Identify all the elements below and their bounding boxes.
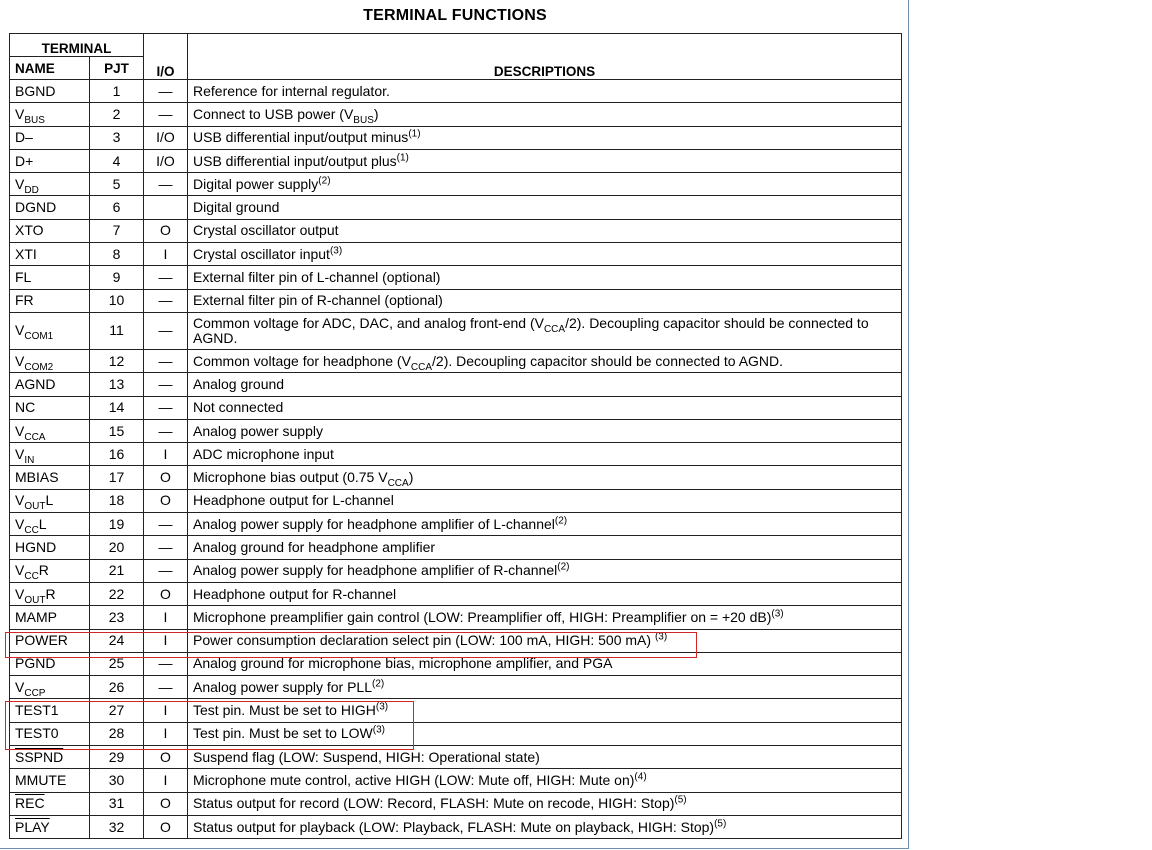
terminal-name bbox=[10, 373, 90, 396]
description bbox=[188, 219, 902, 242]
terminal-name bbox=[10, 349, 90, 372]
text-segment: XTI bbox=[15, 245, 37, 262]
footnote-ref: (3) bbox=[329, 245, 343, 257]
table-row bbox=[10, 769, 902, 792]
pin-number: 7 bbox=[90, 219, 144, 242]
description bbox=[188, 373, 902, 396]
pin-number: 25 bbox=[90, 652, 144, 675]
text-segment: Analog ground for headphone amplifier bbox=[193, 538, 436, 555]
text-segment: FL bbox=[15, 269, 32, 286]
active-low-name: $\overline{REC}$ bbox=[15, 795, 45, 812]
io-type: O bbox=[144, 746, 188, 769]
pin-number: 11 bbox=[90, 312, 144, 349]
pin-number: 17 bbox=[90, 466, 144, 489]
pin-number: 23 bbox=[90, 606, 144, 629]
io-type: I bbox=[144, 606, 188, 629]
table-row bbox=[10, 792, 902, 815]
io-type: I/O bbox=[144, 126, 188, 149]
pin-number: 24 bbox=[90, 629, 144, 652]
terminal-name bbox=[10, 289, 90, 312]
footnote-ref: (5) bbox=[674, 794, 687, 806]
text-segment: V bbox=[15, 322, 25, 339]
description bbox=[188, 396, 902, 419]
table-row bbox=[10, 149, 902, 172]
description bbox=[188, 815, 902, 838]
terminal-name bbox=[10, 676, 90, 699]
description bbox=[188, 582, 902, 605]
pin-number: 22 bbox=[90, 582, 144, 605]
description bbox=[188, 243, 902, 266]
table-row bbox=[10, 219, 902, 242]
terminal-name bbox=[10, 699, 90, 722]
table-row bbox=[10, 80, 902, 103]
text-segment: Digital power supply bbox=[193, 175, 319, 192]
text-segment: Microphone bias output (0.75 V bbox=[193, 469, 388, 486]
text-segment: Reference for internal regulator. bbox=[193, 82, 390, 99]
subscript: CCA bbox=[410, 361, 433, 373]
header-terminal: TERMINAL bbox=[10, 34, 144, 57]
table-row bbox=[10, 652, 902, 675]
table-row bbox=[10, 373, 902, 396]
description bbox=[188, 559, 902, 582]
terminal-name bbox=[10, 652, 90, 675]
table-row bbox=[10, 396, 902, 419]
text-segment: Digital ground bbox=[193, 199, 280, 216]
text-segment: ) bbox=[408, 469, 414, 486]
pin-number: 20 bbox=[90, 536, 144, 559]
io-type: — bbox=[144, 312, 188, 349]
description bbox=[188, 606, 902, 629]
subscript: COM1 bbox=[24, 331, 54, 343]
terminal-name bbox=[10, 126, 90, 149]
io-type: I/O bbox=[144, 149, 188, 172]
active-low-name: SSPND bbox=[15, 748, 64, 765]
description bbox=[188, 80, 902, 103]
io-type: I bbox=[144, 629, 188, 652]
table-row bbox=[10, 722, 902, 745]
terminal-name bbox=[10, 103, 90, 126]
pin-number: 30 bbox=[90, 769, 144, 792]
table-row bbox=[10, 815, 902, 838]
terminal-name bbox=[10, 312, 90, 349]
pin-number: 12 bbox=[90, 349, 144, 372]
table-row bbox=[10, 676, 902, 699]
text-segment: External filter pin of R-channel (optional) bbox=[193, 292, 443, 309]
io-type: O bbox=[144, 466, 188, 489]
io-type: — bbox=[144, 676, 188, 699]
table-row bbox=[10, 559, 902, 582]
footnote-ref: (3) bbox=[771, 608, 784, 620]
terminal-name bbox=[10, 559, 90, 582]
io-type: — bbox=[144, 373, 188, 396]
description bbox=[188, 419, 902, 442]
terminal-name bbox=[10, 243, 90, 266]
subscript: OUT bbox=[24, 594, 46, 606]
description bbox=[188, 173, 902, 196]
terminal-name bbox=[10, 769, 90, 792]
text-segment: V bbox=[15, 678, 25, 695]
pin-number: 21 bbox=[90, 559, 144, 582]
terminal-name bbox=[10, 746, 90, 769]
footnote-ref: (1) bbox=[396, 151, 409, 163]
io-type: — bbox=[144, 349, 188, 372]
text-segment: TEST0 bbox=[15, 725, 59, 742]
text-segment: Common voltage for headphone (V bbox=[193, 352, 411, 369]
table-row bbox=[10, 746, 902, 769]
text-segment: Status output for record (LOW: Record, FLASH: Mute on recode, HIGH: Stop) bbox=[193, 795, 675, 812]
text-segment: POWER bbox=[15, 632, 68, 649]
footnote-ref: (2) bbox=[554, 515, 568, 527]
pin-number: 5 bbox=[90, 173, 144, 196]
subscript: DD bbox=[24, 184, 39, 196]
text-segment: V bbox=[15, 445, 25, 462]
terminal-name bbox=[10, 196, 90, 219]
text-segment: Analog power supply for PLL bbox=[193, 678, 372, 695]
table-row bbox=[10, 419, 902, 442]
description bbox=[188, 149, 902, 172]
io-type: I bbox=[144, 699, 188, 722]
description bbox=[188, 266, 902, 289]
terminal-name bbox=[10, 536, 90, 559]
text-segment: /2). Decoupling capacitor should be connected to AGND. bbox=[193, 314, 869, 346]
pin-number: 31 bbox=[90, 792, 144, 815]
terminal-name bbox=[10, 582, 90, 605]
table-row bbox=[10, 266, 902, 289]
terminal-name bbox=[10, 149, 90, 172]
table-row bbox=[10, 466, 902, 489]
text-segment: V bbox=[15, 515, 25, 532]
table-row bbox=[10, 126, 902, 149]
text-segment: PGND bbox=[15, 655, 56, 672]
table-row bbox=[10, 312, 902, 349]
footnote-ref: (3) bbox=[375, 701, 389, 713]
text-segment: Headphone output for R-channel bbox=[193, 585, 397, 602]
subscript: IN bbox=[24, 454, 35, 466]
table-body bbox=[10, 80, 902, 839]
io-type: — bbox=[144, 266, 188, 289]
text-segment: Common voltage for ADC, DAC, and analog front-end (V bbox=[193, 314, 544, 331]
io-type: O bbox=[144, 815, 188, 838]
description bbox=[188, 676, 902, 699]
text-segment: Analog power supply for headphone amplifier of L-channel bbox=[193, 515, 555, 532]
pin-number: 2 bbox=[90, 103, 144, 126]
description bbox=[188, 722, 902, 745]
text-segment: ) bbox=[373, 105, 379, 122]
table-row bbox=[10, 582, 902, 605]
terminal-name bbox=[10, 219, 90, 242]
text-segment: USB differential input/output plus bbox=[193, 152, 397, 169]
subscript: CCA bbox=[543, 323, 566, 335]
description bbox=[188, 652, 902, 675]
terminal-name bbox=[10, 722, 90, 745]
text-segment: R bbox=[38, 562, 49, 579]
table-row bbox=[10, 173, 902, 196]
pin-number: 15 bbox=[90, 419, 144, 442]
description bbox=[188, 489, 902, 512]
text-segment: Not connected bbox=[193, 399, 284, 416]
text-segment: Microphone preamplifier gain control (LOW: Preamplifier off, HIGH: Preamplifier on = +20 dB) bbox=[193, 608, 772, 625]
footnote-ref: (2) bbox=[372, 678, 385, 690]
terminal-name bbox=[10, 792, 90, 815]
header-io: I/O bbox=[144, 34, 188, 80]
terminal-name bbox=[10, 80, 90, 103]
terminal-name bbox=[10, 513, 90, 536]
subscript: CC bbox=[24, 524, 39, 536]
text-segment: Headphone output for L-channel bbox=[193, 492, 394, 509]
description bbox=[188, 312, 902, 349]
text-segment: TEST1 bbox=[15, 702, 59, 719]
text-segment: BGND bbox=[15, 82, 56, 99]
table-row bbox=[10, 103, 902, 126]
text-segment: V bbox=[15, 492, 25, 509]
description bbox=[188, 746, 902, 769]
description bbox=[188, 769, 902, 792]
text-segment: MBIAS bbox=[15, 469, 59, 486]
terminal-name bbox=[10, 629, 90, 652]
description bbox=[188, 513, 902, 536]
text-segment: Suspend flag (LOW: Suspend, HIGH: Operational state) bbox=[193, 748, 540, 765]
terminal-name bbox=[10, 173, 90, 196]
text-segment: USB differential input/output minus bbox=[193, 129, 409, 146]
table-row bbox=[10, 489, 902, 512]
text-segment: XTO bbox=[15, 222, 44, 239]
table-row bbox=[10, 243, 902, 266]
footnote-ref: (4) bbox=[634, 771, 647, 783]
footnote-ref: (3) bbox=[372, 724, 385, 736]
io-type: O bbox=[144, 582, 188, 605]
text-segment: Power consumption declaration select pin (LOW: 100 mA, HIGH: 500 mA) bbox=[193, 632, 655, 649]
terminal-name bbox=[10, 466, 90, 489]
pin-number: 26 bbox=[90, 676, 144, 699]
footnote-ref: (5) bbox=[714, 817, 727, 829]
pin-number: 14 bbox=[90, 396, 144, 419]
pin-number: 4 bbox=[90, 149, 144, 172]
io-type: — bbox=[144, 396, 188, 419]
description bbox=[188, 103, 902, 126]
pin-number: 27 bbox=[90, 699, 144, 722]
table-row bbox=[10, 606, 902, 629]
text-segment: V bbox=[15, 175, 25, 192]
pin-number: 1 bbox=[90, 80, 144, 103]
description bbox=[188, 196, 902, 219]
text-segment: V bbox=[15, 352, 25, 369]
subscript: CCA bbox=[24, 431, 46, 443]
description bbox=[188, 536, 902, 559]
io-type: — bbox=[144, 652, 188, 675]
subscript: BUS bbox=[24, 114, 45, 126]
pin-number: 29 bbox=[90, 746, 144, 769]
header-name: NAME bbox=[10, 57, 90, 80]
text-segment: L bbox=[38, 515, 47, 532]
pin-number: 6 bbox=[90, 196, 144, 219]
text-segment: L bbox=[45, 492, 54, 509]
footnote-ref: (2) bbox=[557, 561, 570, 573]
pin-number: 19 bbox=[90, 513, 144, 536]
subscript: OUT bbox=[24, 501, 46, 513]
description bbox=[188, 699, 902, 722]
pin-number: 9 bbox=[90, 266, 144, 289]
description bbox=[188, 289, 902, 312]
page-title: TERMINAL FUNCTIONS bbox=[363, 7, 547, 24]
terminal-functions-table bbox=[9, 33, 902, 839]
io-type: — bbox=[144, 559, 188, 582]
io-type: — bbox=[144, 173, 188, 196]
pin-number: 16 bbox=[90, 443, 144, 466]
terminal-name bbox=[10, 419, 90, 442]
text-segment: Analog power supply bbox=[193, 422, 323, 439]
text-segment: D– bbox=[15, 129, 33, 146]
description bbox=[188, 349, 902, 372]
pin-number: 8 bbox=[90, 243, 144, 266]
text-segment: AGND bbox=[15, 375, 56, 392]
table-row bbox=[10, 289, 902, 312]
pin-number: 10 bbox=[90, 289, 144, 312]
io-type: I bbox=[144, 243, 188, 266]
footnote-ref: (2) bbox=[318, 175, 331, 187]
text-segment: Crystal oscillator output bbox=[193, 222, 339, 239]
io-type: O bbox=[144, 489, 188, 512]
text-segment: DGND bbox=[15, 199, 57, 216]
subscript: BUS bbox=[353, 114, 374, 126]
text-segment: V bbox=[15, 585, 25, 602]
subscript: CC bbox=[24, 571, 39, 583]
text-segment: External filter pin of L-channel (optional) bbox=[193, 269, 441, 286]
table-row bbox=[10, 443, 902, 466]
io-type: — bbox=[144, 419, 188, 442]
active-low-name: PLAY bbox=[15, 818, 50, 835]
io-type: I bbox=[144, 769, 188, 792]
pin-number: 18 bbox=[90, 489, 144, 512]
terminal-name bbox=[10, 606, 90, 629]
footnote-ref: (3) bbox=[654, 631, 668, 643]
text-segment: D+ bbox=[15, 152, 34, 169]
table-row bbox=[10, 536, 902, 559]
text-segment: V bbox=[15, 562, 25, 579]
text-segment: HGND bbox=[15, 538, 57, 555]
terminal-name bbox=[10, 489, 90, 512]
io-type: O bbox=[144, 219, 188, 242]
header-descriptions: DESCRIPTIONS bbox=[188, 34, 902, 80]
description bbox=[188, 126, 902, 149]
subscript: COM2 bbox=[24, 361, 54, 373]
io-type: O bbox=[144, 792, 188, 815]
text-segment: Analog power supply for headphone amplifier of R-channel bbox=[193, 562, 558, 579]
pin-number: 3 bbox=[90, 126, 144, 149]
description bbox=[188, 466, 902, 489]
io-type: I bbox=[144, 443, 188, 466]
pin-number: 32 bbox=[90, 815, 144, 838]
table-row bbox=[10, 629, 902, 652]
table-row bbox=[10, 513, 902, 536]
text-segment: NC bbox=[15, 399, 36, 416]
text-segment: Connect to USB power (V bbox=[193, 105, 354, 122]
io-type: I bbox=[144, 722, 188, 745]
pin-number: 13 bbox=[90, 373, 144, 396]
text-segment: Analog ground bbox=[193, 375, 285, 392]
text-segment: ADC microphone input bbox=[193, 445, 334, 462]
io-type: — bbox=[144, 80, 188, 103]
text-segment: Test pin. Must be set to LOW bbox=[193, 725, 373, 742]
table-row bbox=[10, 196, 902, 219]
pin-number: 28 bbox=[90, 722, 144, 745]
io-type: — bbox=[144, 289, 188, 312]
description bbox=[188, 629, 902, 652]
io-type: — bbox=[144, 513, 188, 536]
text-segment: V bbox=[15, 105, 25, 122]
terminal-name bbox=[10, 266, 90, 289]
text-segment: Microphone mute control, active HIGH (LOW: Mute off, HIGH: Mute on) bbox=[193, 771, 635, 788]
io-type bbox=[144, 196, 188, 219]
terminal-name bbox=[10, 396, 90, 419]
text-segment: R bbox=[45, 585, 56, 602]
text-segment: Status output for playback (LOW: Playback, FLASH: Mute on playback, HIGH: Stop) bbox=[193, 818, 715, 835]
text-segment: MMUTE bbox=[15, 771, 67, 788]
text-segment: FR bbox=[15, 292, 34, 309]
text-segment: Test pin. Must be set to HIGH bbox=[193, 702, 376, 719]
terminal-name bbox=[10, 815, 90, 838]
io-type: — bbox=[144, 103, 188, 126]
text-segment: V bbox=[15, 422, 25, 439]
subscript: CCA bbox=[387, 477, 409, 489]
text-segment: /2). Decoupling capacitor should be connected to AGND. bbox=[432, 352, 784, 369]
footnote-ref: (1) bbox=[408, 128, 421, 140]
text-segment: Analog ground for microphone bias, microphone amplifier, and PGA bbox=[193, 655, 613, 672]
table-row bbox=[10, 349, 902, 372]
text-segment: MAMP bbox=[15, 608, 57, 625]
io-type: — bbox=[144, 536, 188, 559]
table-row bbox=[10, 699, 902, 722]
text-segment: Crystal oscillator input bbox=[193, 245, 330, 262]
subscript: CCP bbox=[24, 687, 46, 699]
header-pjt: PJT bbox=[90, 57, 144, 80]
description bbox=[188, 443, 902, 466]
terminal-name bbox=[10, 443, 90, 466]
description bbox=[188, 792, 902, 815]
